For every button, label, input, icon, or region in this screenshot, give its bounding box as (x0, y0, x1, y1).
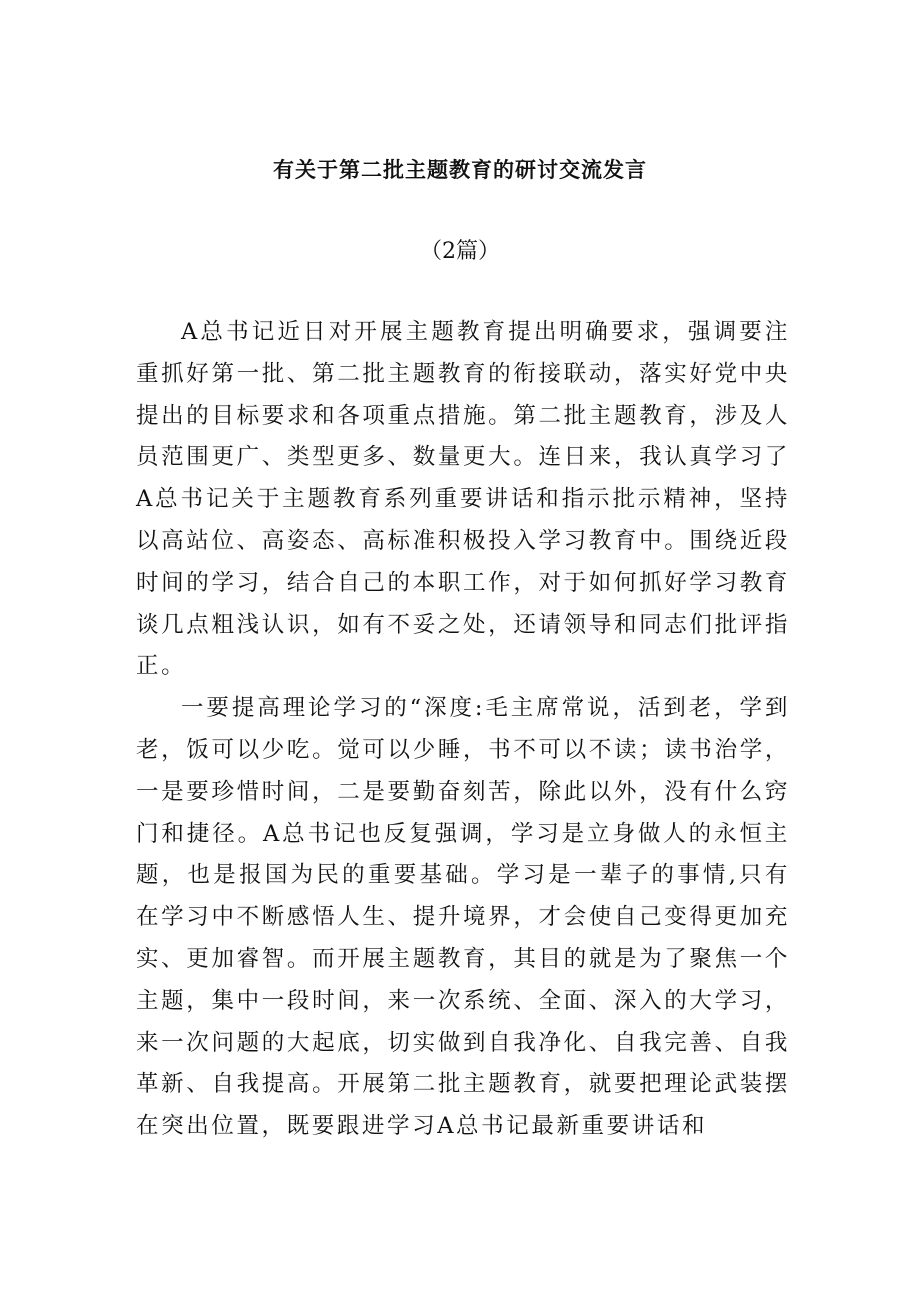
paragraph-theory-study: 一要提高理论学习的“深度:毛主席常说，活到老，学到老，饭可以少吃。觉可以少睡，书不可以不读；读书治学，一是要珍惜时间，二是要勤奋刻苦，除此以外，没有什么窍门和捷径。A总书记也反复强调，学习是立身做人的永恒主题，也是报国为民的重要基础。学习是一辈子的事情,只有在学习中不断感悟人生、提升境界，才会使自己变得更加充实、更加睿智。而开展主题教育，其目的就是为了聚焦一个主题，集中一段时间，来一次系统、全面、深入的大学习，来一次问题的大起底，切实做到自我净化、自我完善、自我革新、自我提高。开展第二批主题教育，就要把理论武装摆在突出位置，既要跟进学习A总书记最新重要讲话和 (136, 695, 790, 1140)
document-subtitle: （2篇） (420, 239, 500, 264)
paragraph-intro: A总书记近日对开展主题教育提出明确要求，强调要注重抓好第一批、第二批主题教育的衔接联动，落实好党中央提出的目标要求和各项重点措施。第二批主题教育，涉及人员范围更广、类型更多、数量更大。连日来，我认真学习了A总书记关于主题教育系列重要讲话和指示批示精神，坚持以高站位、高姿态、高标准积极投入学习教育中。围绕近段时间的学习，结合自己的本职工作，对于如何抓好学习教育谈几点粗浅认识，如有不妥之处，还请领导和同志们批评指正。 (136, 319, 790, 680)
document-body (136, 312, 790, 1148)
document-title: 有关于第二批主题教育的研讨交流发言 (273, 157, 647, 182)
